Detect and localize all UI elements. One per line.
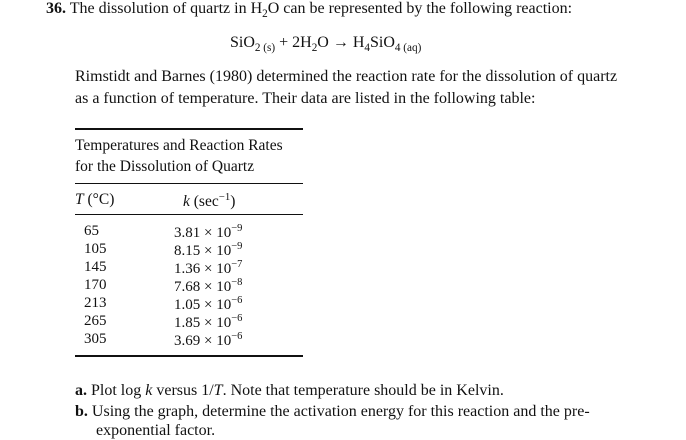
question-intro: The dissolution of quartz in $H_2O$ can be represented by the following reaction: — [69, 0, 573, 21]
table-cell-rate: $7.68 \times 10^{-8}$ — [174, 277, 243, 295]
reaction-equation: $SiO_{2 (s)} + 2H_2O \to H_4SiO_{4 (aq)}$ — [230, 34, 422, 55]
table-cell-rate: $1.85 \times 10^{-6}$ — [174, 313, 243, 331]
table-caption-line-2: for the Dissolution of Quartz — [75, 158, 255, 175]
table-cell-rate: $1.05 \times 10^{-6}$ — [174, 295, 243, 313]
table-top-rule — [75, 128, 303, 130]
table-caption-line-1: Temperatures and Reaction Rates — [75, 137, 283, 154]
table-cell-temperature: 105 — [84, 241, 107, 257]
table-cell-temperature: 65 — [84, 223, 99, 239]
table-cell-rate: $3.81 \times 10^{-9}$ — [174, 223, 243, 241]
question-header — [46, 0, 572, 20]
question-number: 36. — [46, 0, 66, 17]
reaction-arrow: → — [328, 34, 353, 51]
paragraph-line-2: as a function of temperature. Their data are listed in the following table: — [75, 90, 536, 107]
table-bottom-rule — [75, 355, 303, 357]
table-cell-rate: $1.36 \times 10^{-7}$ — [174, 259, 243, 277]
column-header-temperature: T (°C) — [75, 191, 115, 208]
table-header-rule — [75, 214, 303, 215]
table-cell-rate: $8.15 \times 10^{-9}$ — [174, 241, 243, 259]
table-cell-rate: $3.69 \times 10^{-6}$ — [174, 331, 243, 349]
table-cell-temperature: 265 — [84, 313, 107, 329]
part-a: a. Plot log k versus 1/T. Note that temperature should be in Kelvin. — [75, 382, 504, 399]
table-caption-rule — [75, 183, 303, 184]
column-header-rate: k $(\sec^{-1})$ — [183, 191, 236, 211]
part-b: b. Using the graph, determine the activation energy for this reaction and the pre- — [75, 403, 590, 420]
table-cell-temperature: 305 — [84, 331, 107, 347]
paragraph-line-1: Rimstidt and Barnes (1980) determined the reaction rate for the dissolution of quartz — [75, 68, 618, 85]
table-cell-temperature: 170 — [84, 277, 107, 293]
table-cell-temperature: 145 — [84, 259, 107, 275]
table-cell-temperature: 213 — [84, 295, 107, 311]
part-b-continuation: exponential factor. — [96, 422, 216, 439]
